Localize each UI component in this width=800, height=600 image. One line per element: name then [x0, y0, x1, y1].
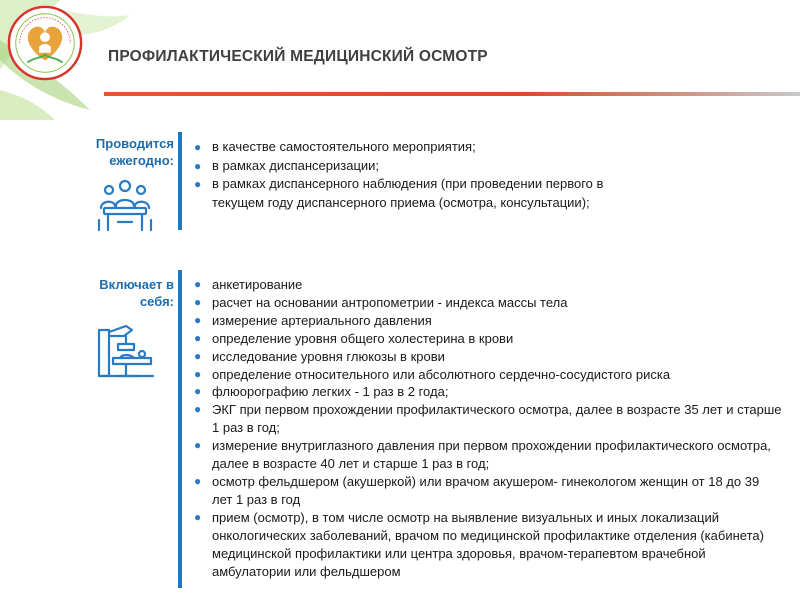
- bullet-icon: ●: [194, 384, 202, 399]
- bullet-icon: ●: [194, 366, 202, 381]
- section-divider-bar: [178, 270, 182, 588]
- section2-list: [192, 276, 782, 580]
- bullet-icon: ●: [194, 277, 202, 291]
- meeting-people-icon: [96, 178, 154, 234]
- list-item: ● измерение артериального давления: [194, 312, 432, 328]
- bullet-icon: ●: [194, 348, 202, 363]
- section-label-conducted: [62, 135, 174, 169]
- list-item: ● анкетирование: [194, 277, 303, 292]
- bullet-icon: ●: [194, 312, 202, 327]
- bullet-icon: ●: [194, 438, 202, 453]
- list-item: ● измерение внутриглазного давления при первом прохождении профилактического осмотра, далее в возрасте 40 лет и старше 1 раз в год;: [194, 438, 771, 472]
- title-underline: [104, 92, 800, 96]
- medical-device-icon: [96, 322, 156, 380]
- section-divider-bar: [178, 132, 182, 230]
- list-item: ● в качестве самостоятельного мероприятия;: [192, 138, 782, 157]
- bullet-icon: ●: [194, 473, 202, 488]
- list-item: ● определение относительного или абсолютного сердечно-сосудистого риска: [194, 366, 671, 382]
- bullet-icon: ●: [194, 402, 202, 417]
- bullet-icon: ●: [194, 509, 202, 524]
- section-label-line: себя:: [139, 294, 174, 309]
- bullet-icon: ●: [194, 158, 202, 173]
- bullet-icon: ●: [194, 330, 202, 345]
- list-item: ● осмотр фельдшером (акушеркой) или врачом акушером- гинекологом женщин от 18 до 39 лет 1 раз в год: [194, 473, 760, 507]
- list-item: ● флюорографию легких - 1 раз в 2 года;: [194, 384, 449, 400]
- page-title: ПРОФИЛАКТИЧЕСКИЙ МЕДИЦИНСКИЙ ОСМОТР: [108, 48, 488, 65]
- section-label-line: ежегодно:: [109, 153, 174, 168]
- list-item: ● расчет на основании антропометрии - индекса массы тела: [194, 294, 568, 310]
- list-item: ● исследование уровня глюкозы в крови: [194, 348, 445, 364]
- section-label-line: Включает в: [99, 277, 174, 292]
- list-item: ● определение уровня общего холестерина в крови: [194, 330, 514, 346]
- section-label-line: Проводится: [95, 136, 174, 151]
- list-item: ● прием (осмотр), в том числе осмотр на выявление визуальных и иных локализаций онкологических заболеваний, врачом по медицинской профилактике отделения (кабинета) медицинской профилактики или центра здоровья, врачом-терапевтом врачебной амбулатории или фельдшером: [194, 509, 764, 579]
- bullet-icon: ●: [194, 140, 202, 154]
- section-label-includes: [62, 276, 174, 310]
- section1-list: [192, 138, 782, 212]
- bullet-icon: ●: [194, 177, 202, 191]
- organization-logo: [6, 4, 84, 82]
- list-item: ● в рамках диспансерного наблюдения (при проведении первого в текущем году диспансерного приема (осмотра, консультации);: [194, 176, 604, 210]
- bullet-icon: ●: [194, 294, 202, 309]
- list-item: ● ЭКГ при первом прохождении профилактического осмотра, далее в возрасте 35 лет и старше 1 раз в год;: [194, 402, 782, 436]
- list-item: ● в рамках диспансеризации;: [192, 157, 782, 176]
